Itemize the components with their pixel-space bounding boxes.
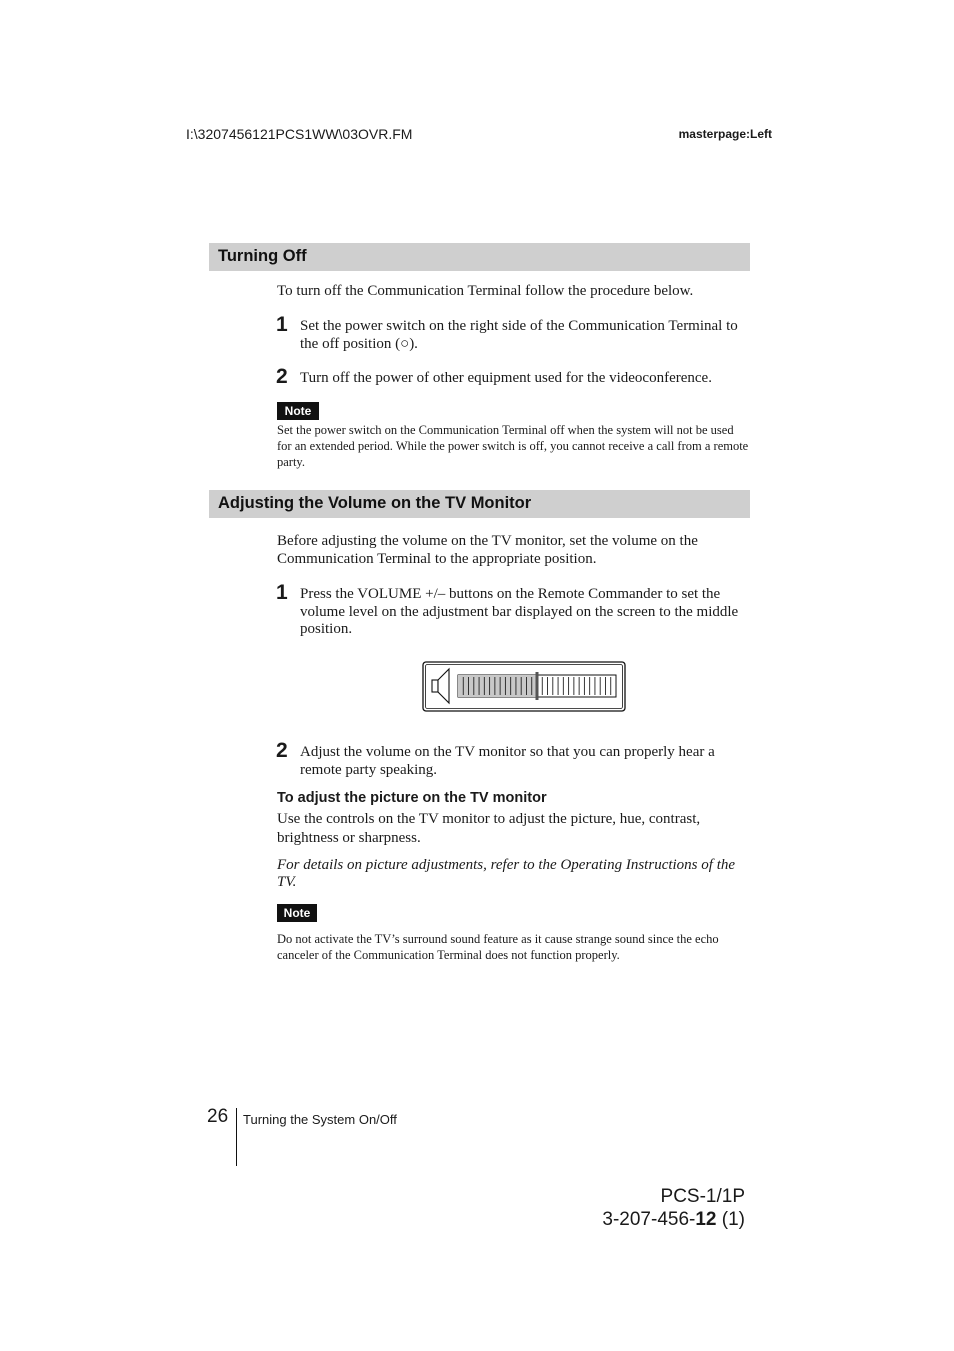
italic-reference-text: For details on picture adjustments, refer to the Operating Instructions of the TV. [277, 857, 736, 890]
step-text: Turn off the power of other equipment used for the videoconference. [300, 370, 712, 386]
model-number: PCS-1/1P [660, 1186, 745, 1207]
step-text: Set the power switch on the right side of the Communication Terminal to the off position (○). [300, 318, 738, 352]
note-text: Do not activate the TV’s surround sound feature as it cause strange sound since the echo canceler of the Communication Terminal does not function properly. [277, 932, 719, 962]
section-title: Turning Off [218, 247, 307, 265]
step-text: Press the VOLUME +/– buttons on the Remote Commander to set the volume level on the adjustment bar displayed on the screen to the middle position. [300, 586, 739, 637]
picture-adjust-text: Use the controls on the TV monitor to adjust the picture, hue, contrast, brightness or sharpness. [277, 811, 701, 846]
footer-section-title: Turning the System On/Off [243, 1112, 397, 1127]
section-heading-turning-off [209, 243, 750, 271]
step-number: 2 [276, 739, 288, 762]
page-number: 26 [207, 1106, 229, 1127]
masterpage-label: masterpage:Left [678, 127, 772, 141]
step-number: 1 [276, 581, 288, 604]
section-title: Adjusting the Volume on the TV Monitor [218, 494, 532, 512]
note-text: Set the power switch on the Communication Terminal off when the system will not be used for an extended period. While the power switch is off, you cannot receive a call from a remote party. [277, 423, 749, 469]
section-heading-volume [209, 490, 750, 518]
note-badge: Note [277, 402, 319, 420]
volume-bar-illustration [422, 661, 626, 712]
volume-level-marker [536, 672, 539, 700]
intro-text: To turn off the Communication Terminal follow the procedure below. [277, 283, 694, 299]
intro-text: Before adjusting the volume on the TV monitor, set the volume on the Communication Terminal to the appropriate position. [277, 533, 698, 567]
footer-divider [236, 1108, 237, 1166]
subheading: To adjust the picture on the TV monitor [277, 790, 547, 806]
volume-bar-graphic [422, 661, 626, 712]
step-text: Adjust the volume on the TV monitor so that you can properly hear a remote party speaking. [300, 744, 715, 778]
note-badge: Note [277, 904, 317, 922]
volume-level-fill [458, 675, 537, 697]
step-number: 2 [276, 365, 288, 388]
step-number: 1 [276, 313, 288, 336]
part-number: 3-207-456-12 (1) [602, 1209, 745, 1230]
file-path-header: I:\3207456121PCS1WW\03OVR.FM [186, 126, 413, 142]
